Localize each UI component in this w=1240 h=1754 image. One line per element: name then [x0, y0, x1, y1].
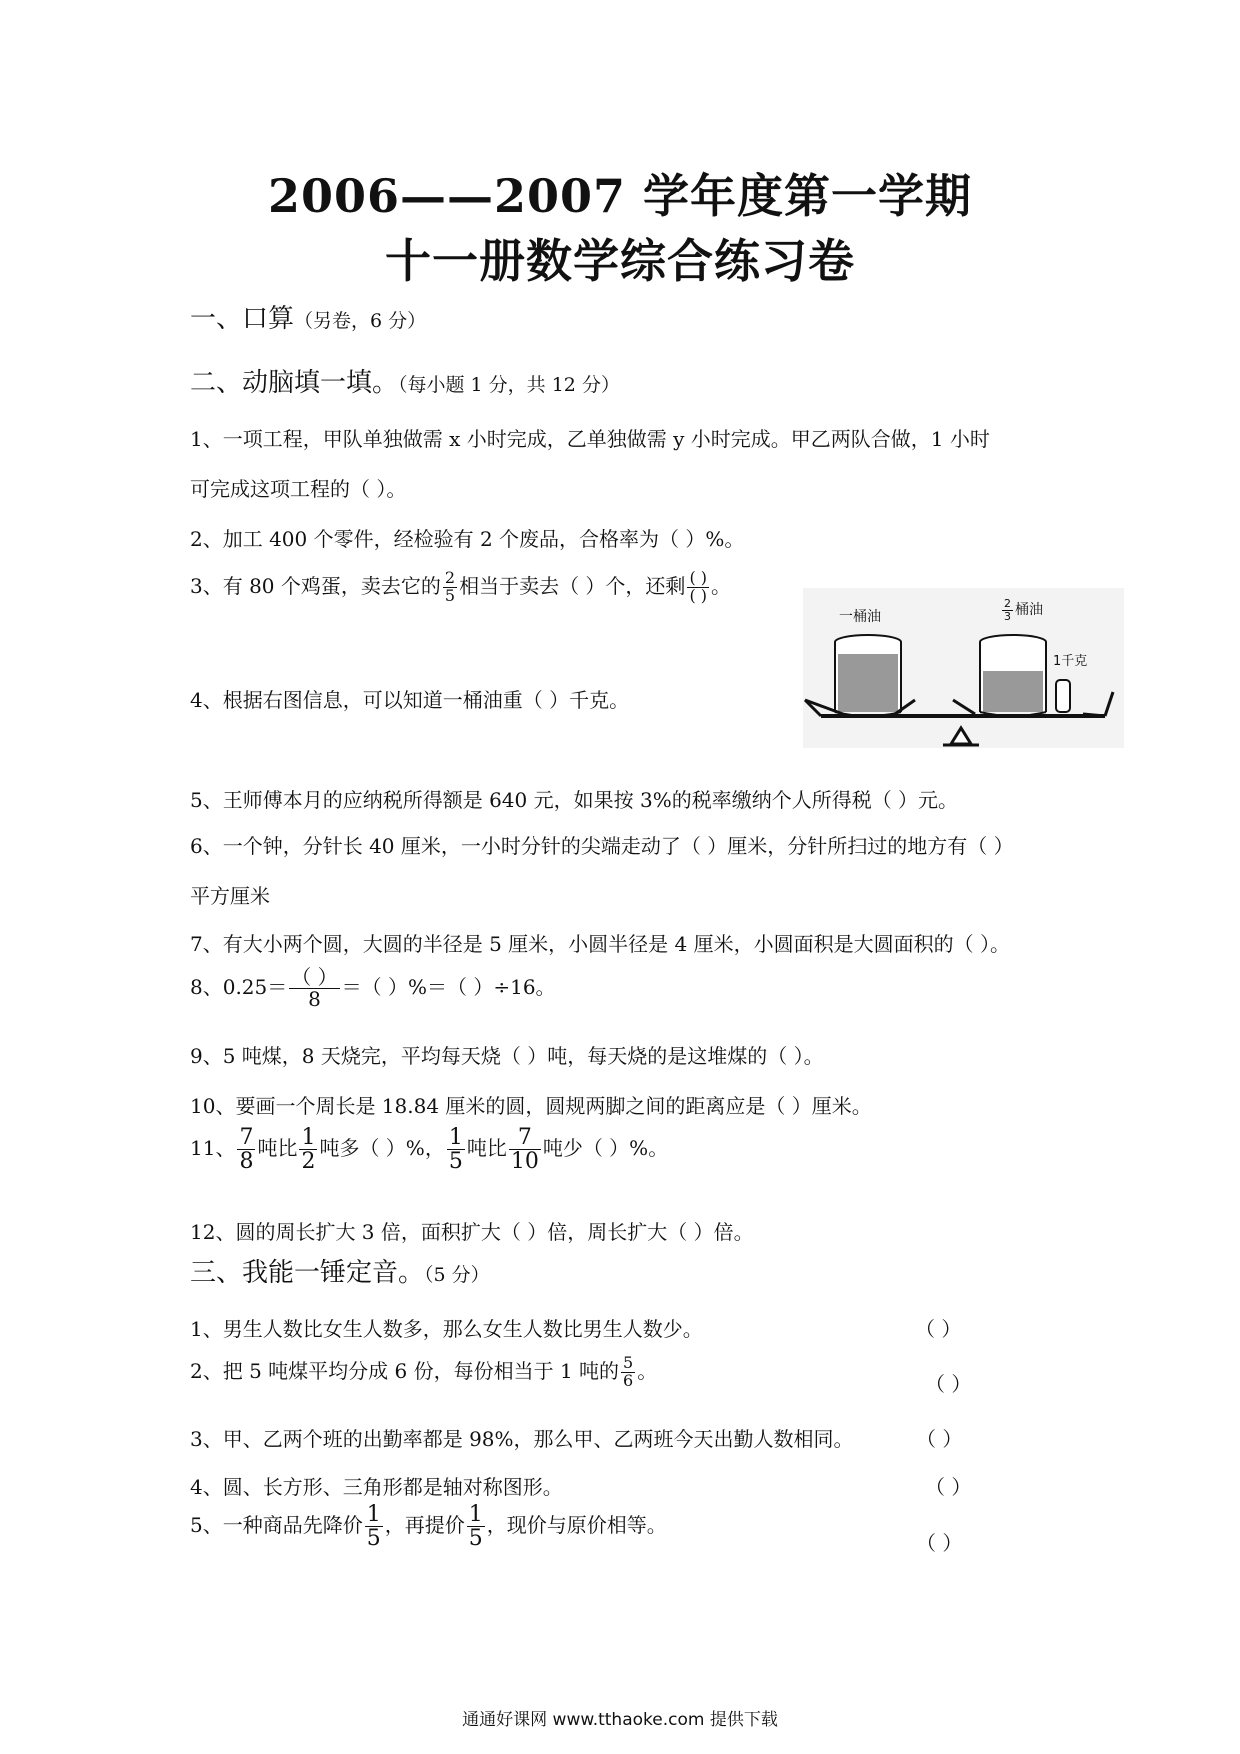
- section-1-note: （另卷，6 分）: [294, 310, 427, 332]
- q3-fraction-blank: [687, 570, 709, 605]
- figure-frac-den: 3: [1004, 609, 1011, 623]
- judge-3: 3、甲、乙两个班的出勤率都是 98%，那么甲、乙两班今天出勤人数相同。: [190, 1427, 854, 1451]
- j5-f1-num: 1: [366, 1502, 381, 1527]
- q8-pre: 8、0.25＝: [190, 975, 288, 999]
- j5-fraction-1: [365, 1503, 383, 1550]
- q11-f4-num: 7: [509, 1126, 541, 1150]
- section-3-heading: [190, 1252, 490, 1289]
- q11-f3-num: 1: [448, 1125, 463, 1150]
- question-12: 12、圆的周长扩大 3 倍，面积扩大（ ）倍，周长扩大（ ）倍。: [190, 1220, 754, 1244]
- question-2: 2、加工 400 个零件，经检验有 2 个废品，合格率为（ ）%。: [190, 527, 745, 551]
- q11-pre: 11、: [190, 1136, 236, 1161]
- q8-frac-num: （ ）: [291, 965, 338, 989]
- q3-frac2-den: ( ): [689, 586, 708, 605]
- figure-label-right: [1000, 598, 1043, 622]
- question-6-line-1: 6、一个钟，分针长 40 厘米，一小时分针的尖端走动了（ ）厘米，分针所扫过的地方有（ ）: [190, 834, 1014, 858]
- figure-label-left: 一桶油: [839, 609, 881, 625]
- question-3: [190, 570, 731, 605]
- judge-3-bracket: （ ）: [916, 1427, 963, 1451]
- j2-post: 。: [637, 1359, 658, 1383]
- q3-fraction: [443, 570, 457, 605]
- q3-pre: 3、有 80 个鸡蛋，卖去它的: [190, 574, 441, 598]
- j2-fraction: [621, 1355, 635, 1390]
- j2-frac-num: 5: [623, 1353, 634, 1373]
- judge-4-bracket: （ ）: [925, 1475, 972, 1499]
- q11-f2-num: 1: [301, 1125, 316, 1150]
- question-5: 5、王师傅本月的应纳税所得额是 640 元，如果按 3%的税率缴纳个人所得税（ ）元。: [190, 788, 959, 812]
- q11-f2-den: 2: [301, 1149, 316, 1175]
- judge-1-bracket: （ ）: [915, 1317, 962, 1341]
- section-2-note: （每小题 1 分，共 12 分）: [398, 374, 620, 396]
- figure-fraction: [1002, 598, 1013, 622]
- question-7: 7、有大小两个圆，大圆的半径是 5 厘米，小圆半径是 4 厘米，小圆面积是大圆面积的（ ）。: [190, 932, 1010, 956]
- j2-frac-den: 6: [623, 1371, 634, 1390]
- question-1-line-1: 1、一项工程，甲队单独做需 x 小时完成，乙单独做需 y 小时完成。甲乙两队合做，1 小时: [190, 427, 990, 451]
- balance-scale-figure: [803, 588, 1124, 748]
- q11-f3-den: 5: [448, 1149, 463, 1175]
- figure-label-weight: 1千克: [1053, 654, 1088, 669]
- q3-mid: 相当于卖去（ ）个，还剩: [459, 574, 686, 598]
- figure-label-right-text: 桶油: [1015, 602, 1043, 619]
- section-2-heading: [190, 362, 620, 399]
- q11-f1-num: 7: [239, 1125, 254, 1150]
- question-4: 4、根据右图信息，可以知道一桶油重（ ）千克。: [190, 688, 630, 712]
- q3-frac2-num: ( ): [689, 568, 708, 588]
- j2-pre: 2、把 5 吨煤平均分成 6 份，每份相当于 1 吨的: [190, 1359, 620, 1383]
- q11-t2: 吨多（ ）%，: [319, 1136, 445, 1161]
- title-line-1: 2006——2007 学年度第一学期: [267, 169, 973, 223]
- q11-fraction-3: [447, 1126, 465, 1173]
- q8-frac-den: 8: [308, 987, 321, 1011]
- q11-fraction-1: [237, 1126, 255, 1173]
- q11-t3: 吨比: [466, 1136, 507, 1161]
- q11-t4: 吨少（ ）%。: [542, 1136, 669, 1161]
- section-3-note: （5 分）: [424, 1264, 490, 1286]
- question-9: 9、5 吨煤，8 天烧完，平均每天烧（ ）吨，每天烧的是这堆煤的（ ）。: [190, 1044, 824, 1068]
- judge-5-bracket: （ ）: [916, 1531, 963, 1555]
- j5-fraction-2: [467, 1503, 485, 1550]
- footer-text: 通通好课网 www.tthaoke.com 提供下载: [462, 1710, 778, 1730]
- judge-1: 1、男生人数比女生人数多，那么女生人数比男生人数少。: [190, 1317, 703, 1341]
- question-6-line-2: 平方厘米: [190, 884, 270, 908]
- q11-f4-den: 10: [510, 1149, 539, 1175]
- j5-f1-den: 5: [366, 1526, 381, 1552]
- question-11: [190, 1126, 668, 1173]
- q8-fraction: [289, 967, 339, 1010]
- q11-fraction-2: [299, 1126, 317, 1173]
- q3-frac-den: 5: [444, 586, 456, 605]
- q11-fraction-4: [509, 1126, 541, 1173]
- j5-pre: 5、一种商品先降价: [190, 1513, 363, 1538]
- q11-f1-den: 8: [239, 1149, 254, 1175]
- judge-2: [190, 1355, 657, 1390]
- section-3-title: 三、我能一锤定音。: [190, 1258, 425, 1288]
- j5-f2-num: 1: [468, 1502, 483, 1527]
- q3-frac-num: 2: [444, 568, 456, 588]
- judge-5: [190, 1503, 667, 1550]
- q3-post: 。: [711, 574, 732, 598]
- question-10: 10、要画一个周长是 18.84 厘米的圆，圆规两脚之间的距离应是（ ）厘米。: [190, 1094, 872, 1118]
- q8-post: ＝（ ）%＝（ ）÷16。: [341, 975, 556, 999]
- j5-post: ，现价与原价相等。: [486, 1513, 667, 1538]
- section-2-title: 二、动脑填一填。: [190, 368, 399, 398]
- q11-t1: 吨比: [257, 1136, 298, 1161]
- section-1-title: 一、口算: [190, 304, 295, 334]
- j5-f2-den: 5: [468, 1526, 483, 1552]
- judge-4: 4、圆、长方形、三角形都是轴对称图形。: [190, 1475, 563, 1499]
- question-1-line-2: 可完成这项工程的（ ）。: [190, 477, 407, 501]
- question-8: [190, 967, 556, 1010]
- figure-frac-num: 2: [1004, 597, 1011, 610]
- j5-mid: ，再提价: [384, 1513, 465, 1538]
- title-line-2: 十一册数学综合练习卷: [385, 234, 855, 288]
- section-1-heading: [190, 298, 426, 335]
- judge-2-bracket: （ ）: [925, 1372, 972, 1396]
